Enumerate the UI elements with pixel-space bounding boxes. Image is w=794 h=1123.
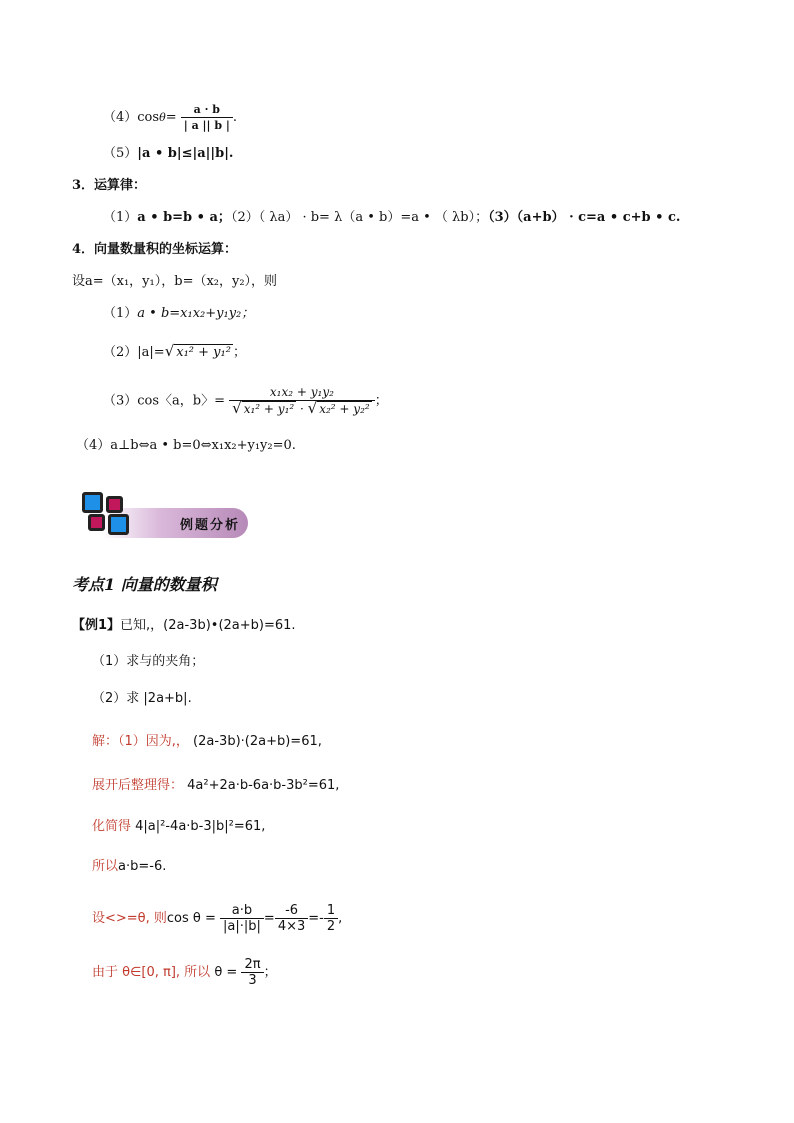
topic-title: 考点1 向量的数量积 xyxy=(72,575,217,594)
theta-symbol: θ xyxy=(159,111,166,124)
coord-rule-2 xyxy=(103,342,246,362)
section-4-title: 4．向量数量积的坐标运算： xyxy=(72,242,238,257)
fraction-denominator: |a|·|b| xyxy=(220,918,264,934)
solution-line-2-label: 展开后整理得： xyxy=(92,778,184,793)
law-2: （2）（ λa） · b= λ（a • b）=a • （ λb）； xyxy=(230,210,489,225)
pink-square-icon xyxy=(88,514,105,531)
fraction-denominator: 2 xyxy=(324,918,338,934)
fraction-numerator: a · b xyxy=(193,103,220,116)
law-1-expr: a • b=b • a； xyxy=(137,210,231,225)
solution-line-3-expr: 4|a|²-4a·b-3|b|²=61, xyxy=(135,819,266,834)
solution-line-1-expr: (2a-3b)·(2a+b)=61, xyxy=(193,734,322,749)
solution-line-4-label: 所以 xyxy=(92,859,119,874)
fraction-numerator: a·b xyxy=(231,903,253,918)
fraction-numerator: 1 xyxy=(326,903,336,918)
semicolon: ； xyxy=(232,345,246,360)
pink-square-icon xyxy=(106,496,123,513)
semicolon: ； xyxy=(263,965,277,980)
cos-numerator: x₁x₂ + y₁y₂ xyxy=(269,385,334,399)
fraction-dot-product xyxy=(220,903,264,934)
cos-theta: cos θ = xyxy=(166,911,216,926)
solution-line-3 xyxy=(92,818,265,836)
solution-line-4 xyxy=(92,858,166,876)
rule-4-label: （4）cos xyxy=(103,110,160,125)
solution-line-6 xyxy=(92,956,277,990)
solution-line-1 xyxy=(92,733,322,751)
coord-rule-2-label: （2） xyxy=(103,345,138,360)
radical-icon: √ xyxy=(164,342,175,360)
law-3: （3）（a+b） · c=a • c+b • c. xyxy=(488,210,681,225)
modulus-lhs: |a|= xyxy=(137,345,165,360)
solution-line-2 xyxy=(92,777,339,795)
radical-icon: √ xyxy=(232,399,242,417)
fraction-numerator: 2π xyxy=(244,957,261,972)
cos-fraction xyxy=(229,385,375,417)
coord-rule-1 xyxy=(103,305,254,323)
rule-5-label: （5） xyxy=(103,146,138,161)
coord-rule-4: （4）a⊥b⇔a • b=0⇔x₁x₂+y₁y₂=0. xyxy=(76,438,296,453)
question-2 xyxy=(92,690,192,708)
solution-line-2-expr: 4a²+2a·b-6a·b-3b²=61, xyxy=(187,778,340,793)
blue-square-icon xyxy=(82,492,103,513)
fraction-numerator: -6 xyxy=(285,903,299,918)
fraction-denominator: 3 xyxy=(241,972,263,988)
example-1 xyxy=(72,617,296,635)
solution-line-4-expr: a·b=-6. xyxy=(118,859,167,874)
solution-line-3-label: 化简得 xyxy=(92,819,132,834)
radicand-a: x₁² + y₁² xyxy=(243,402,295,416)
period: . xyxy=(232,110,238,125)
equals: = xyxy=(165,110,177,125)
coord-rule-3 xyxy=(103,385,388,417)
radicand-b: x₂² + y₂² xyxy=(319,402,370,416)
question-1: （1）求与的夹角； xyxy=(92,654,205,669)
fraction-values xyxy=(275,903,308,934)
cos-denominator: √ x₁² + y₁² · √ x₂² + y₂² xyxy=(229,400,375,417)
coordinate-definition: 设a=（x₁，y₁），b=（x₂，y₂），则 xyxy=(72,274,278,289)
fraction-denominator: 4×3 xyxy=(275,918,308,934)
section-3-title: 3．运算律： xyxy=(72,178,147,193)
fraction-angle xyxy=(241,957,263,988)
rule-5-text: |a • b|≤|a||b|. xyxy=(137,146,234,161)
example-1-text: 已知,，(2a-3b)•(2a+b)=61. xyxy=(120,618,296,633)
operation-laws xyxy=(103,209,680,227)
radical-icon: √ xyxy=(307,399,318,417)
fraction-result xyxy=(324,903,338,934)
semicolon: ； xyxy=(374,393,388,409)
theta-lhs: θ = xyxy=(214,965,238,980)
solution-line-5 xyxy=(92,902,342,936)
equals: = xyxy=(263,911,275,926)
solution-line-5-label: 设<>=θ, 则 xyxy=(92,911,167,926)
rule-5 xyxy=(103,145,233,163)
equals-minus: =- xyxy=(308,911,324,926)
example-tag: 【例1】 xyxy=(72,618,121,633)
rule-4 xyxy=(103,102,237,133)
solution-line-6-label: 由于 θ∈[0, π], 所以 xyxy=(92,965,211,980)
coord-rule-3-label: （3）cos〈a，b〉= xyxy=(103,393,226,409)
law-1-label: （1） xyxy=(103,210,138,225)
coord-rule-1-expr: a • b=x₁x₂+y₁y₂； xyxy=(137,306,255,321)
banner-label: 例题分析 xyxy=(180,518,241,533)
question-2-expr: |2a+b|. xyxy=(143,691,192,706)
radicand: x₁² + y₁² xyxy=(176,345,231,360)
solution-line-1-label: 解：（1）因为,， xyxy=(92,734,189,749)
coord-rule-1-label: （1） xyxy=(103,306,138,321)
comma: , xyxy=(338,911,343,926)
blue-square-icon xyxy=(108,514,129,535)
example-analysis-banner xyxy=(80,492,248,544)
rule-4-fraction xyxy=(181,102,233,133)
question-2-label: （2）求 xyxy=(92,691,140,706)
fraction-denominator: | a || b | xyxy=(181,117,233,133)
